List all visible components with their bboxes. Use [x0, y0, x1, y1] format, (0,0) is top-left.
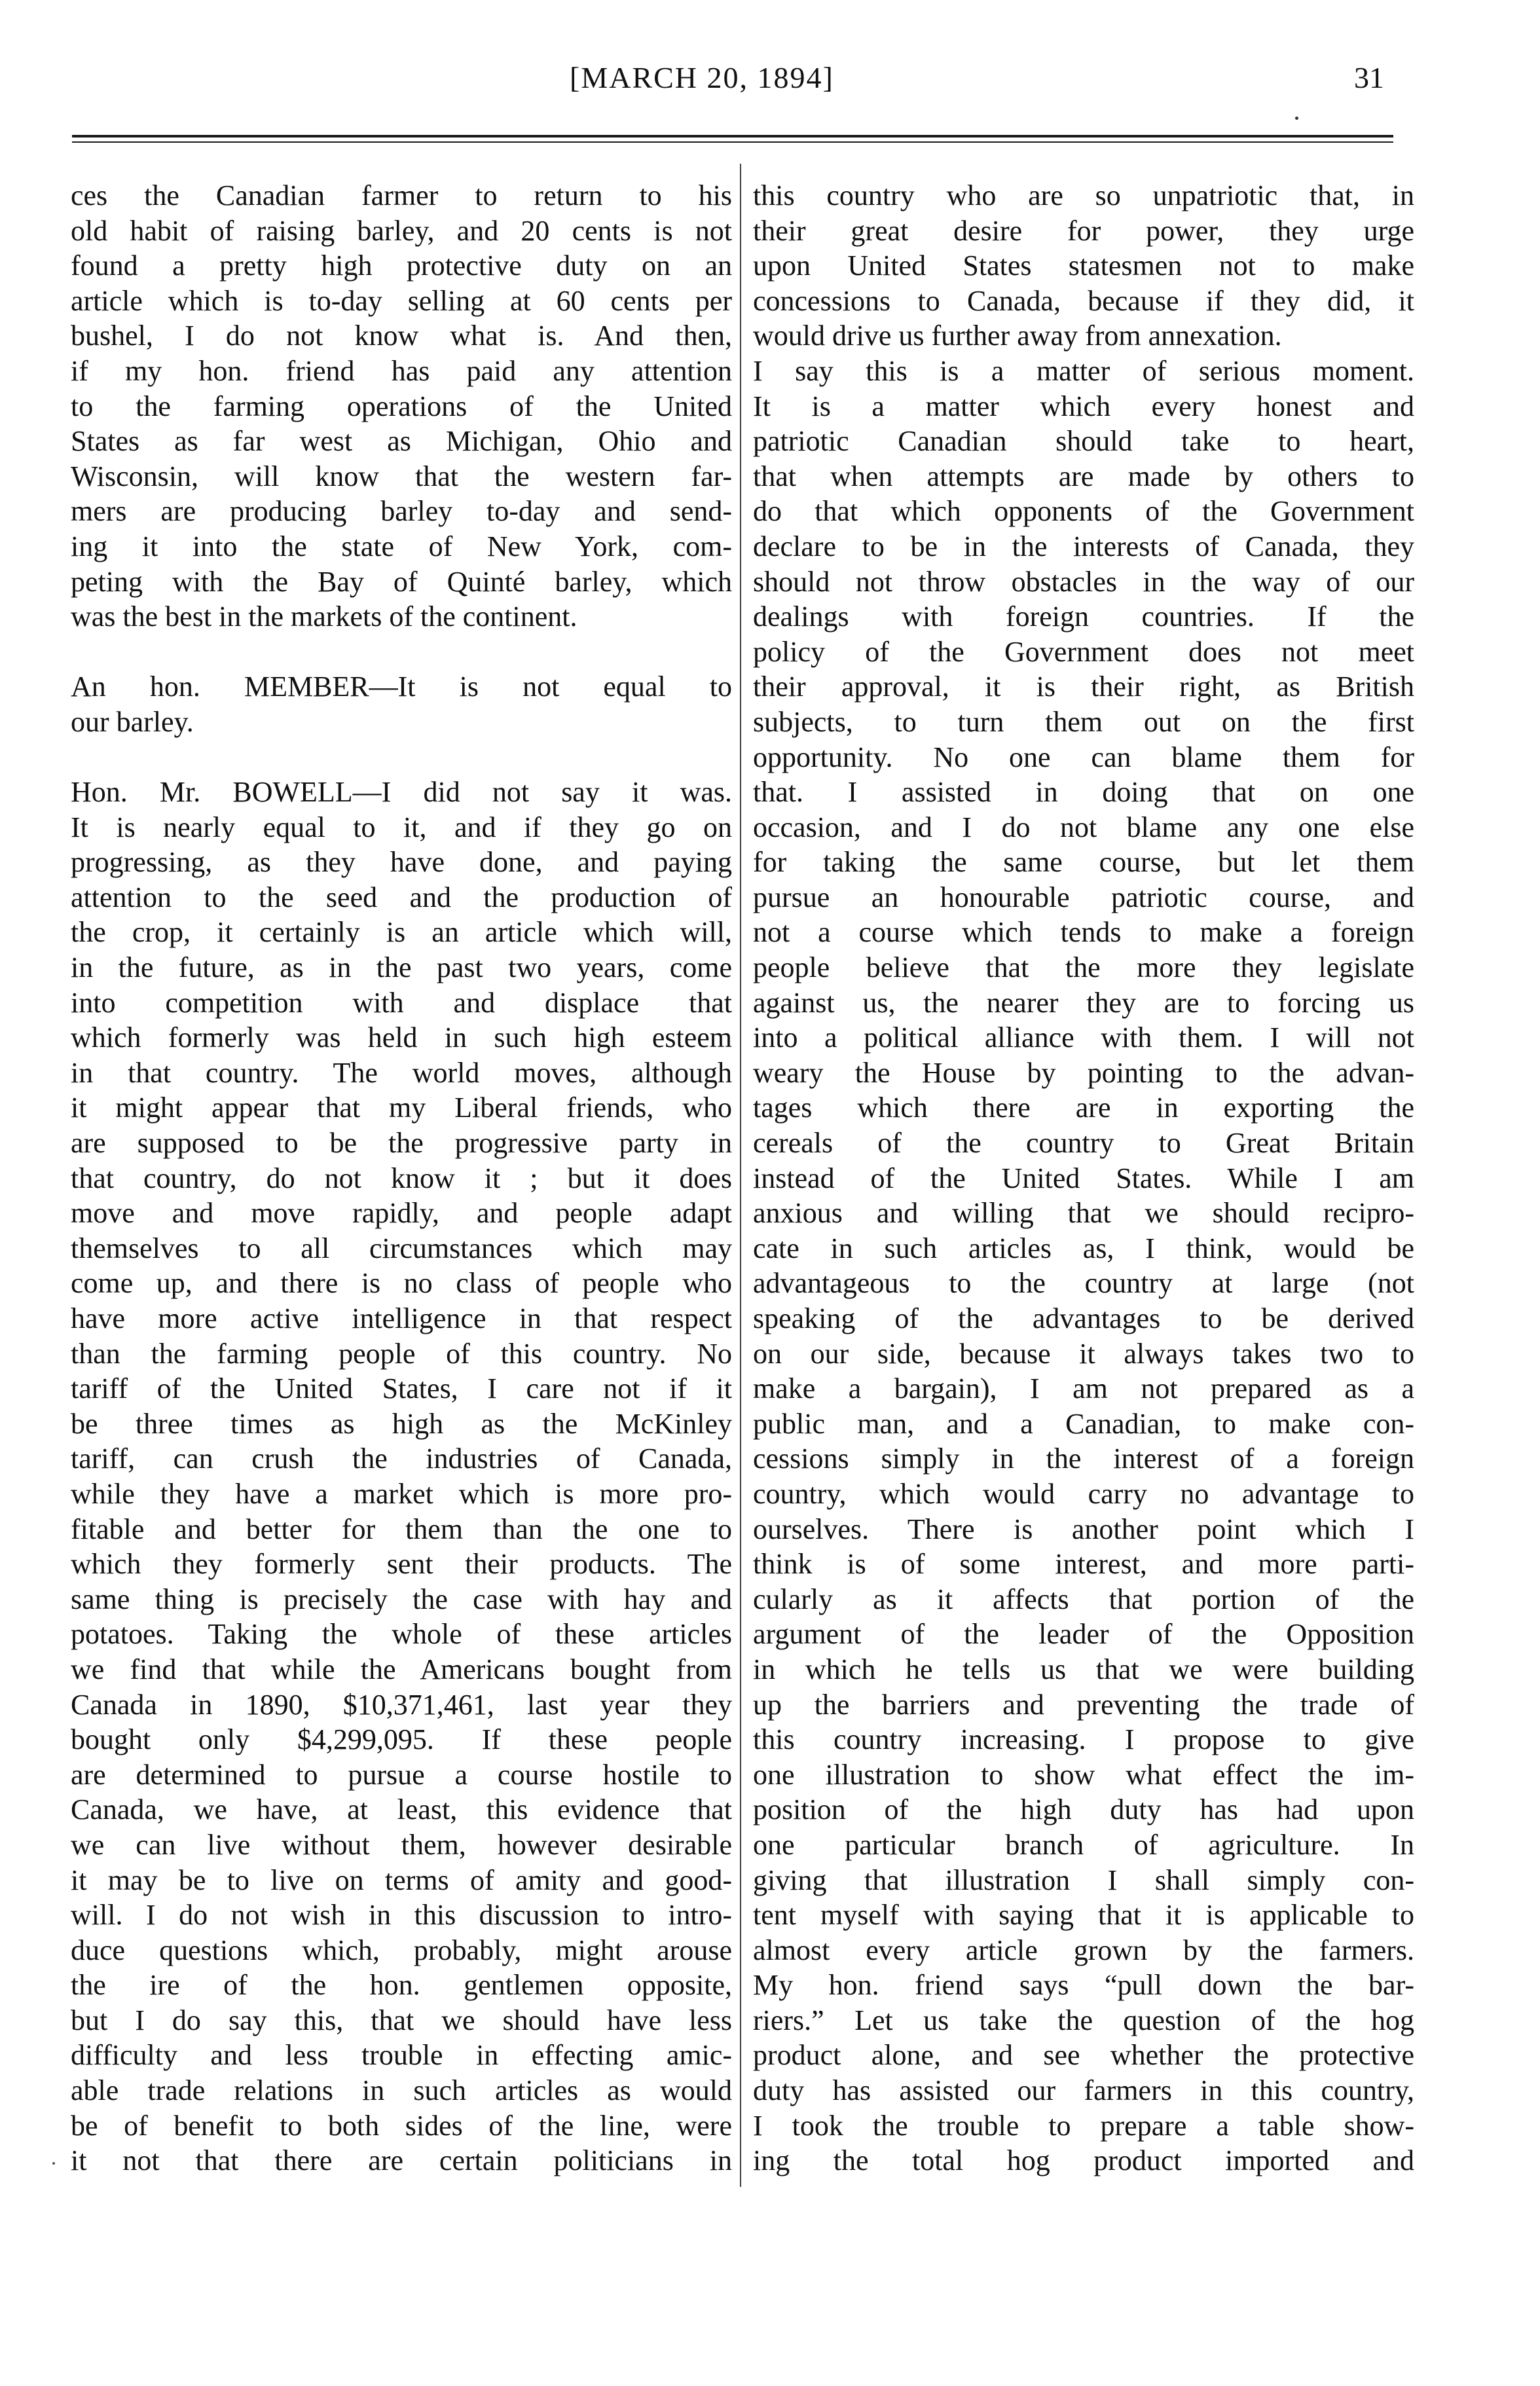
text-line: fitable and better for them than the one to — [71, 1513, 732, 1545]
text-line: I say this is a matter of serious moment. — [753, 354, 1414, 387]
text-line: that when attempts are made by others to — [753, 460, 1414, 492]
text-line: the crop, it certainly is an article which will, — [71, 916, 732, 949]
text-line: have more active intelligence in that respect — [71, 1302, 732, 1334]
text-line: It is nearly equal to it, and if they go on — [71, 811, 732, 843]
text-line: attention to the seed and the production of — [71, 881, 732, 913]
text-line: our barley. — [71, 705, 194, 738]
text-line: be of benefit to both sides of the line, were — [71, 2109, 732, 2142]
text-line: themselves to all circumstances which may — [71, 1232, 732, 1264]
text-line: difficulty and less trouble in effecting amic- — [71, 2039, 732, 2072]
paragraph-gap — [71, 740, 732, 775]
text-line: giving that illustration I shall simply con- — [753, 1863, 1414, 1896]
text-line: product alone, and see whether the protective — [753, 2039, 1414, 2072]
text-line: position of the high duty has had upon — [753, 1793, 1414, 1826]
text-line: tages which there are in exporting the — [753, 1092, 1414, 1124]
text-line: into a political alliance with them. I will not — [753, 1021, 1414, 1054]
text-line: States as far west as Michigan, Ohio and — [71, 425, 732, 458]
text-line: in the future, as in the past two years, come — [71, 951, 732, 984]
text-line: weary the House by pointing to the advan- — [753, 1056, 1414, 1089]
text-line: we find that while the Americans bought from — [71, 1653, 732, 1685]
text-line: anxious and willing that we should recipro- — [753, 1197, 1414, 1230]
text-line: in that country. The world moves, although — [71, 1056, 732, 1089]
text-line: one illustration to show what effect the im- — [753, 1758, 1414, 1791]
text-line: riers.” Let us take the question of the hog — [753, 2004, 1414, 2036]
text-line: progressing, as they have done, and paying — [71, 846, 732, 879]
text-line: move and move rapidly, and people adapt — [71, 1197, 732, 1230]
text-line: cate in such articles as, I think, would be — [753, 1232, 1414, 1264]
text-line: article which is to-day selling at 60 cents per — [71, 284, 732, 317]
text-line: argument of the leader of the Opposition — [753, 1618, 1414, 1651]
text-line: public man, and a Canadian, to make con- — [753, 1407, 1414, 1440]
header-rule-thin — [72, 141, 1393, 143]
text-line: are supposed to be the progressive party in — [71, 1127, 732, 1160]
print-speck — [1295, 117, 1298, 120]
text-line: patriotic Canadian should take to heart, — [753, 425, 1414, 458]
text-line: ing the total hog product imported and — [753, 2144, 1414, 2177]
text-line: occasion, and I do not blame any one else — [753, 811, 1414, 843]
text-line: pursue an honourable patriotic course, and — [753, 881, 1414, 913]
text-line: ourselves. There is another point which I — [753, 1513, 1414, 1545]
text-line: it not that there are certain politicians in — [71, 2144, 732, 2177]
text-line: upon United States statesmen not to make — [753, 249, 1414, 282]
text-line: tent myself with saying that it is applicable to — [753, 1899, 1414, 1932]
text-line: opportunity. No one can blame them for — [753, 741, 1414, 773]
paragraph-gap — [71, 634, 732, 670]
text-line: old habit of raising barley, and 20 cents is not — [71, 214, 732, 247]
text-line: make a bargain), I am not prepared as a — [753, 1372, 1414, 1405]
text-line: to the farming operations of the United — [71, 390, 732, 422]
text-line: we can live without them, however desirable — [71, 1828, 732, 1861]
text-line: cessions simply in the interest of a foreign — [753, 1442, 1414, 1475]
text-line: in which he tells us that we were building — [753, 1653, 1414, 1685]
text-line: peting with the Bay of Quinté barley, which — [71, 565, 732, 598]
text-line: their great desire for power, they urge — [753, 214, 1414, 247]
text-line: will. I do not wish in this discussion to intro- — [71, 1899, 732, 1932]
text-line: advantageous to the country at large (not — [753, 1267, 1414, 1300]
text-line: would drive us further away from annexation. — [753, 320, 1282, 352]
text-line: people believe that the more they legislate — [753, 951, 1414, 984]
text-line: I took the trouble to prepare a table show- — [753, 2109, 1414, 2142]
text-line: It is a matter which every honest and — [753, 390, 1414, 422]
text-line: it may be to live on terms of amity and good- — [71, 1863, 732, 1896]
text-line: An hon. MEMBER—It is not equal to — [71, 670, 732, 703]
text-line: do that which opponents of the Government — [753, 495, 1414, 528]
text-line: same thing is precisely the case with hay and — [71, 1583, 732, 1615]
text-line: ces the Canadian farmer to return to his — [71, 179, 732, 211]
text-line: found a pretty high protective duty on an — [71, 249, 732, 282]
text-line: speaking of the advantages to be derived — [753, 1302, 1414, 1334]
text-line: Hon. Mr. BOWELL—I did not say it was. — [71, 776, 732, 809]
text-line: ing it into the state of New York, com- — [71, 530, 732, 562]
text-line: potatoes. Taking the whole of these articles — [71, 1618, 732, 1651]
header-date: [MARCH 20, 1894] — [570, 61, 834, 94]
text-line: cereals of the country to Great Britain — [753, 1127, 1414, 1160]
text-line: against us, the nearer they are to forcing us — [753, 986, 1414, 1019]
text-line: think is of some interest, and more parti- — [753, 1548, 1414, 1581]
text-line: declare to be in the interests of Canada, they — [753, 530, 1414, 562]
text-line: country, which would carry no advantage to — [753, 1477, 1414, 1510]
text-line: should not throw obstacles in the way of our — [753, 565, 1414, 598]
text-line: was the best in the markets of the continent. — [71, 600, 578, 633]
text-line: duce questions which, probably, might arouse — [71, 1934, 732, 1966]
text-line: Canada in 1890, $10,371,461, last year they — [71, 1688, 732, 1721]
text-line: which formerly was held in such high esteem — [71, 1021, 732, 1054]
text-line: one particular branch of agriculture. In — [753, 1828, 1414, 1861]
page-number: 31 — [1354, 61, 1384, 94]
text-line: it might appear that my Liberal friends, who — [71, 1092, 732, 1124]
column-divider — [740, 164, 741, 2187]
text-line: duty has assisted our farmers in this country, — [753, 2074, 1414, 2107]
text-line: policy of the Government does not meet — [753, 635, 1414, 668]
right-column — [753, 178, 1414, 2178]
text-line: but I do say this, that we should have less — [71, 2004, 732, 2036]
text-line: concessions to Canada, because if they did, it — [753, 284, 1414, 317]
text-line: while they have a market which is more pro- — [71, 1477, 732, 1510]
text-line: tariff, can crush the industries of Canada, — [71, 1442, 732, 1475]
text-line: Canada, we have, at least, this evidence that — [71, 1793, 732, 1826]
text-line: that country, do not know it ; but it does — [71, 1162, 732, 1194]
print-speck — [52, 2162, 55, 2165]
text-line: tariff of the United States, I care not if it — [71, 1372, 732, 1405]
text-line: bushel, I do not know what is. And then, — [71, 320, 732, 352]
text-line: are determined to pursue a course hostile to — [71, 1758, 732, 1791]
text-line: for taking the same course, but let them — [753, 846, 1414, 879]
header-rule-thick — [72, 135, 1393, 138]
text-line: My hon. friend says “pull down the bar- — [753, 1969, 1414, 2002]
text-line: if my hon. friend has paid any attention — [71, 354, 732, 387]
page-header — [0, 60, 1540, 106]
text-line: cularly as it affects that portion of the — [753, 1583, 1414, 1615]
text-line: Wisconsin, will know that the western far- — [71, 460, 732, 492]
text-line: this country increasing. I propose to give — [753, 1723, 1414, 1756]
text-line: up the barriers and preventing the trade of — [753, 1688, 1414, 1721]
text-line: mers are producing barley to-day and send- — [71, 495, 732, 528]
text-line: almost every article grown by the farmers. — [753, 1934, 1414, 1966]
text-line: come up, and there is no class of people who — [71, 1267, 732, 1300]
text-line: the ire of the hon. gentlemen opposite, — [71, 1969, 732, 2002]
text-line: on our side, because it always takes two to — [753, 1337, 1414, 1370]
text-line: instead of the United States. While I am — [753, 1162, 1414, 1194]
text-line: be three times as high as the McKinley — [71, 1407, 732, 1440]
text-line: their approval, it is their right, as British — [753, 670, 1414, 703]
text-line: not a course which tends to make a foreign — [753, 916, 1414, 949]
left-column — [71, 178, 732, 2178]
text-line: this country who are so unpatriotic that, in — [753, 179, 1414, 211]
text-line: bought only $4,299,095. If these people — [71, 1723, 732, 1756]
text-line: which they formerly sent their products. The — [71, 1548, 732, 1581]
text-line: that. I assisted in doing that on one — [753, 776, 1414, 809]
text-line: dealings with foreign countries. If the — [753, 600, 1414, 633]
text-line: subjects, to turn them out on the first — [753, 705, 1414, 738]
text-line: than the farming people of this country. No — [71, 1337, 732, 1370]
text-line: able trade relations in such articles as would — [71, 2074, 732, 2107]
text-line: into competition with and displace that — [71, 986, 732, 1019]
